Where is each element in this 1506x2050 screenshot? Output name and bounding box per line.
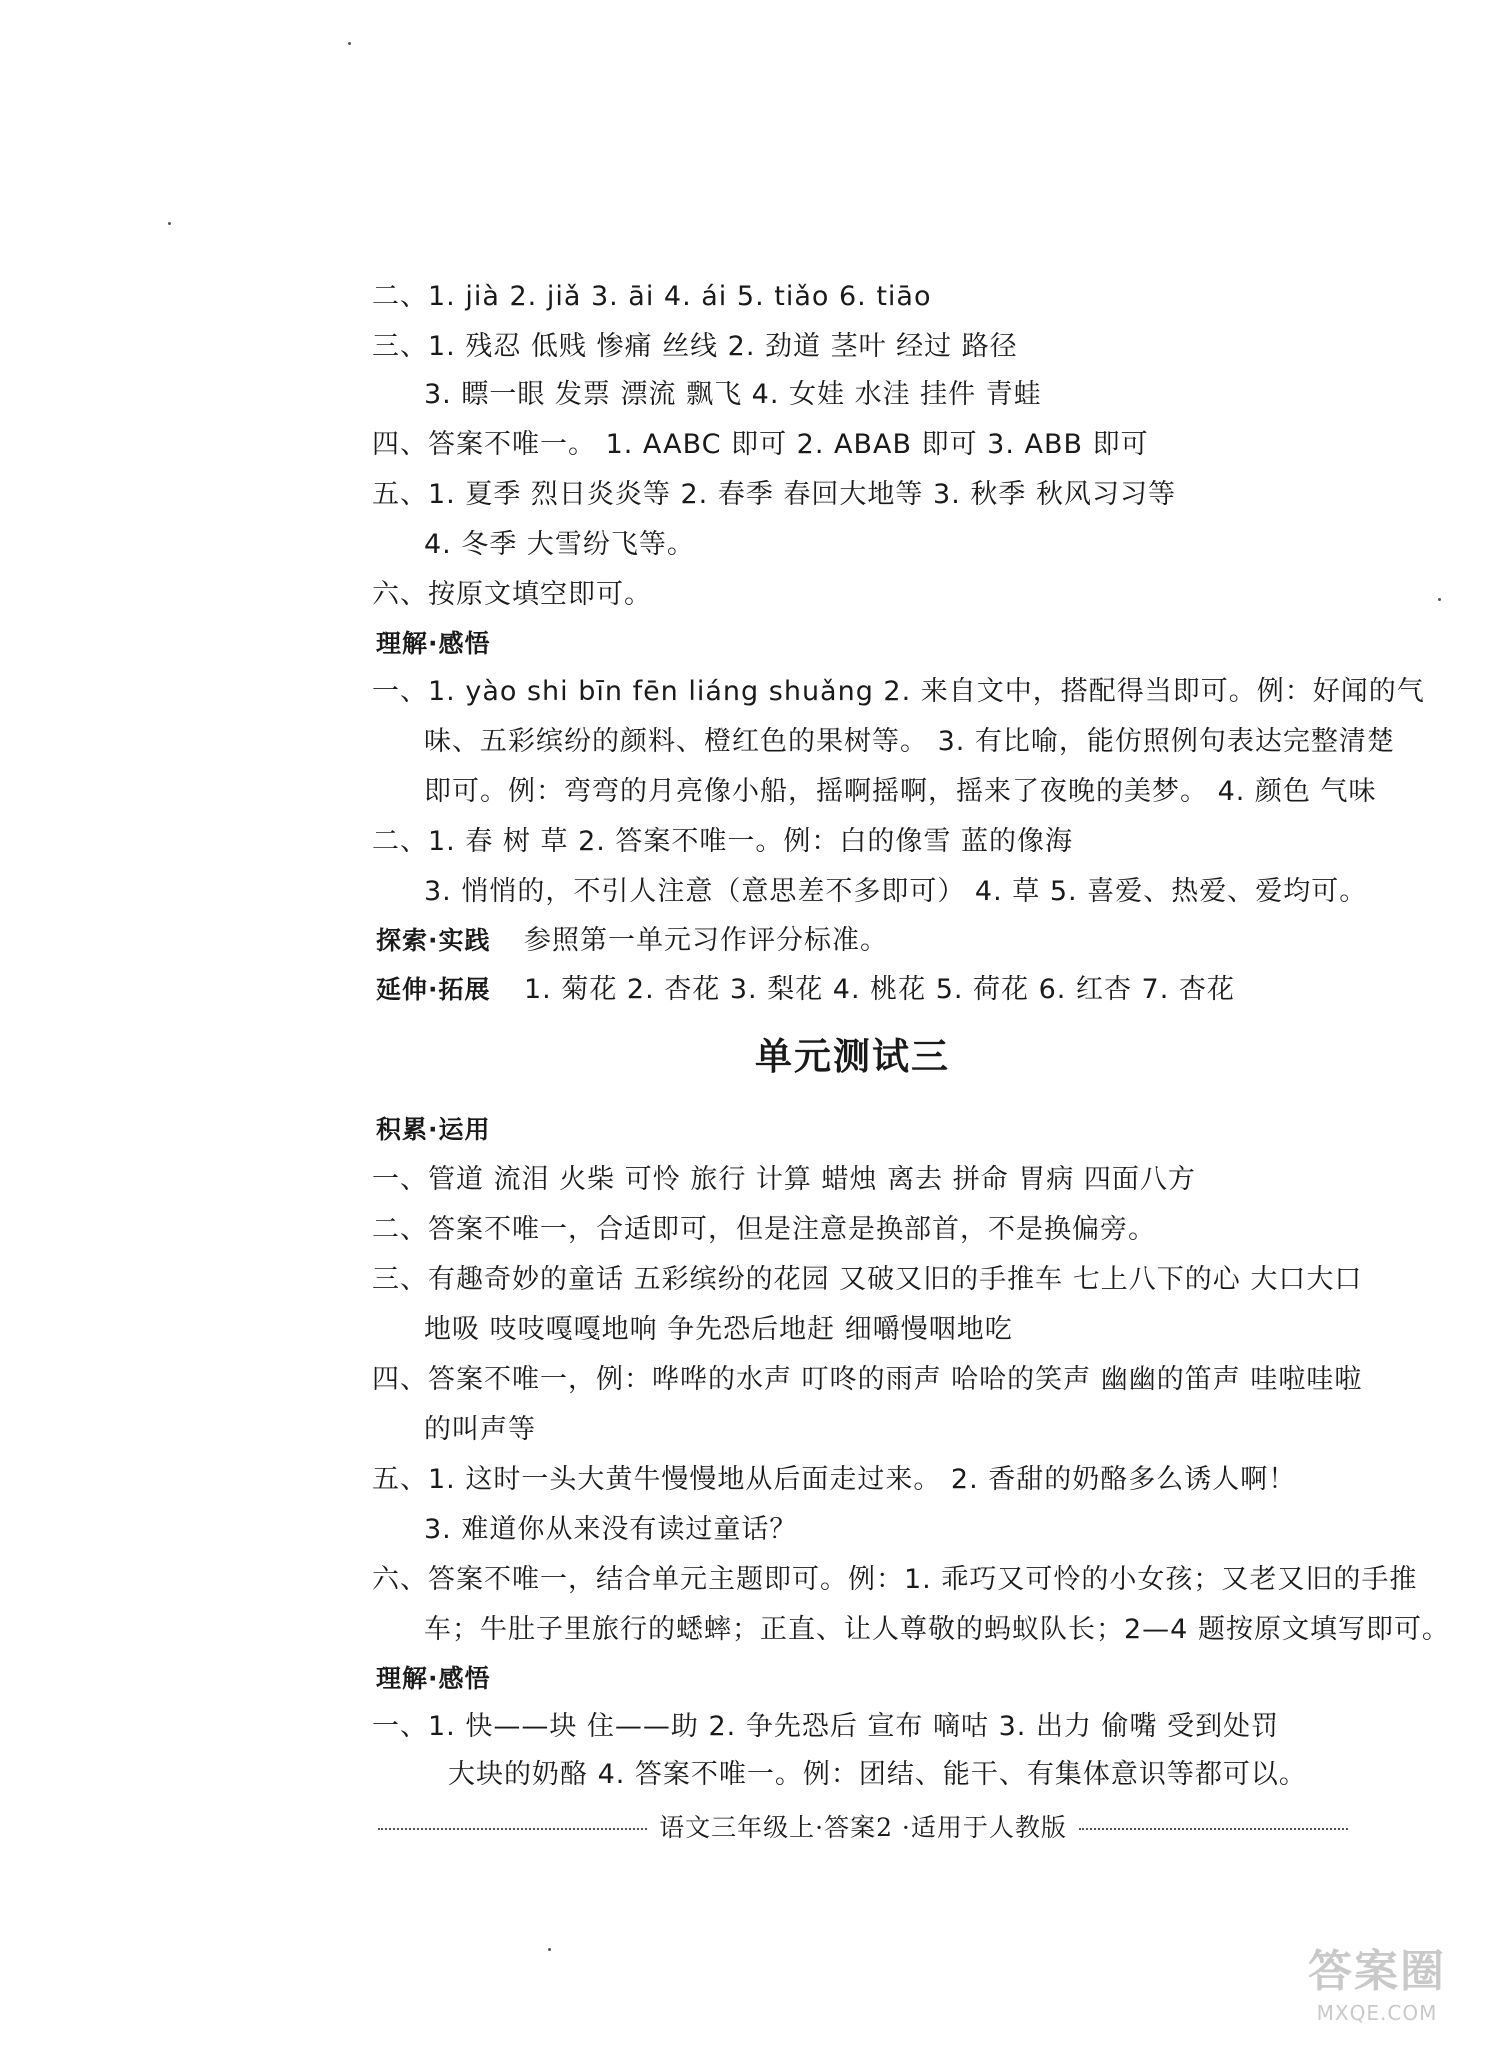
- watermark-logo: [1272, 1944, 1482, 2036]
- answer-line: 3. 瞟一眼 发票 漂流 飘飞 4. 女娃 水洼 挂件 青蛙: [424, 379, 1042, 410]
- answer-line: 五、1. 夏季 烈日炎炎等 2. 春季 春回大地等 3. 秋季 秋风习习等: [372, 479, 1176, 510]
- section-heading: 探索·实践: [376, 926, 491, 955]
- answer-line: 四、答案不唯一，例：哗哗的水声 叮咚的雨声 哈哈的笑声 幽幽的笛声 哇啦哇啦: [372, 1364, 1363, 1395]
- answer-line: 四、答案不唯一。 1. AABC 即可 2. ABAB 即可 3. ABB 即可: [372, 429, 1149, 460]
- section-heading: 理解·感悟: [376, 1664, 491, 1693]
- answer-line: 五、1. 这时一头大黄牛慢慢地从后面走过来。 2. 香甜的奶酪多么诱人啊！: [372, 1464, 1297, 1495]
- answer-line: 三、1. 残忍 低贱 惨痛 丝线 2. 劲道 茎叶 经过 路径: [372, 331, 1018, 362]
- page-footer: [378, 1808, 1348, 1844]
- answer-line: 4. 冬季 大雪纷飞等。: [424, 529, 695, 560]
- page-title: 单元测试三: [755, 1035, 950, 1078]
- scan-speck: [168, 222, 171, 225]
- scan-speck: [1438, 598, 1441, 601]
- answer-line: 一、管道 流泪 火柴 可怜 旅行 计算 蜡烛 离去 拼命 胃病 四面八方: [372, 1164, 1196, 1195]
- answer-line: 味、五彩缤纷的颜料、橙红色的果树等。 3. 有比喻，能仿照例句表达完整清楚: [424, 726, 1395, 757]
- answer-line: 1. 菊花 2. 杏花 3. 梨花 4. 桃花 5. 荷花 6. 红杏 7. 杏花: [524, 974, 1235, 1005]
- footer-dotted-rule: [378, 1828, 647, 1830]
- answer-line: 3. 悄悄的，不引人注意（意思差不多即可） 4. 草 5. 喜爱、热爱、爱均可。: [424, 876, 1368, 907]
- answer-line: 的叫声等: [424, 1414, 536, 1445]
- answer-line: 二、1. jià 2. jiǎ 3. āi 4. ái 5. tiǎo 6. tiāo: [372, 281, 932, 312]
- watermark-logo-text: 答案圈: [1308, 1946, 1446, 1997]
- answer-line: 车；牛肚子里旅行的蟋蟀；正直、让人尊敬的蚂蚁队长；2—4 题按原文填写即可。: [424, 1614, 1450, 1645]
- section-heading: 积累·运用: [376, 1115, 491, 1144]
- scan-speck: [348, 42, 351, 45]
- answer-line: 六、答案不唯一，结合单元主题即可。例：1. 乖巧又可怜的小女孩；又老又旧的手推: [372, 1564, 1418, 1595]
- footer-text: 语文三年级上·答案2 ·适用于人教版: [659, 1813, 1067, 1842]
- scan-speck: [548, 1948, 551, 1951]
- answer-line: 一、1. yào shi bīn fēn liáng shuǎng 2. 来自文中，搭配得当即可。例：好闻的气: [372, 676, 1425, 707]
- answer-line: 大块的奶酪 4. 答案不唯一。例：团结、能干、有集体意识等都可以。: [448, 1759, 1307, 1790]
- answer-line: 3. 难道你从来没有读过童话？: [424, 1514, 798, 1545]
- answer-line: 一、1. 快——块 住——助 2. 争先恐后 宣布 嘀咕 3. 出力 偷嘴 受到处罚: [372, 1711, 1280, 1742]
- footer-dotted-rule: [1079, 1828, 1348, 1830]
- answer-line: 二、答案不唯一，合适即可，但是注意是换部首，不是换偏旁。: [372, 1214, 1156, 1245]
- answer-line: 地吸 吱吱嘎嘎地响 争先恐后地赶 细嚼慢咽地吃: [424, 1314, 1013, 1345]
- watermark-url: MXQE.COM: [1316, 2001, 1438, 2025]
- answer-line: 二、1. 春 树 草 2. 答案不唯一。例：白的像雪 蓝的像海: [372, 826, 1074, 857]
- answer-line: 三、有趣奇妙的童话 五彩缤纷的花园 又破又旧的手推车 七上八下的心 大口大口: [372, 1264, 1363, 1295]
- section-heading: 理解·感悟: [376, 629, 491, 658]
- answer-line: 即可。例：弯弯的月亮像小船，摇啊摇啊，摇来了夜晚的美梦。 4. 颜色 气味: [424, 776, 1377, 807]
- answer-line: 参照第一单元习作评分标准。: [524, 925, 888, 956]
- section-heading: 延伸·拓展: [376, 975, 491, 1004]
- answer-line: 六、按原文填空即可。: [372, 579, 652, 610]
